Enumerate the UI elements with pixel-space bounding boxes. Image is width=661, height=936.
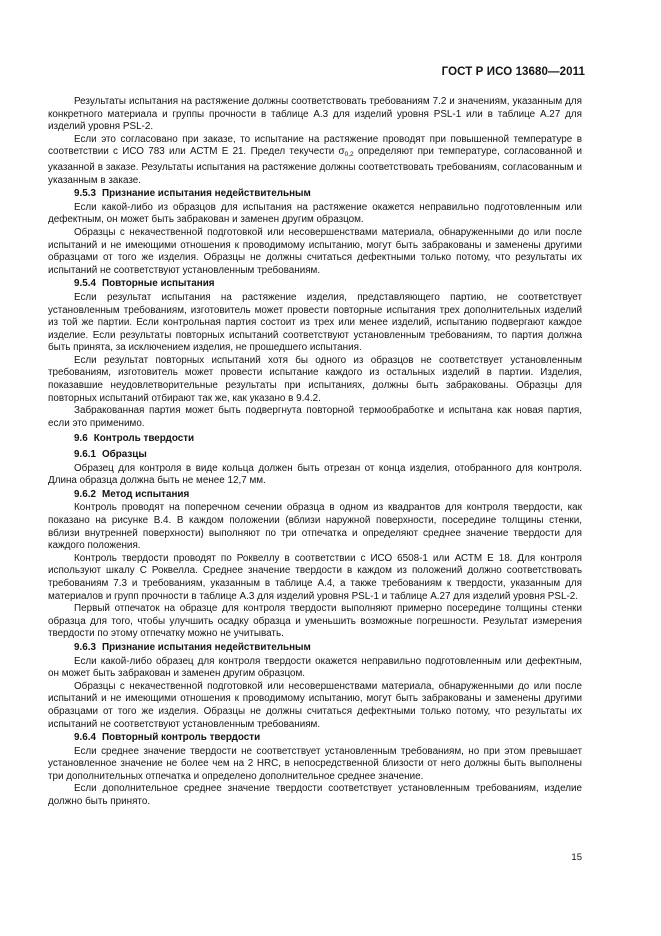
subscript: 0,2 xyxy=(344,151,354,159)
paragraph: Образцы с некачественной подготовкой или несовершенствами материала, обнаруженными до или после испытаний и не имеющими отношения к проводимому испытанию, могут быть забракованы и заменены другими образцами от того же изделия. Образцы не должны считаться дефектными только потому, что результаты их испытаний не соответствуют установленным требованиям. xyxy=(48,680,582,730)
section-title: Признание испытания недействительным xyxy=(101,641,311,653)
section-title: Повторные испытания xyxy=(101,278,215,290)
section-title: Повторный контроль твердости xyxy=(101,732,261,744)
section-number: 9.6.4 xyxy=(74,732,96,744)
section-heading-9-6-2 xyxy=(74,489,582,502)
section-heading-9-6-4 xyxy=(74,732,582,745)
section-heading-9-6-1 xyxy=(74,449,582,462)
paragraph: Контроль твердости проводят по Роквеллу в соответствии с ИСО 6508-1 или АСТМ Е 18. Для контроля используют шкалу С Роквелла. Среднее значение твердости в каждом из положений должно соответствовать требованиям 7.3 и требованиям, указанным в таблице А.4, а также требованиям к твердости, указанным для материалов и групп прочности в таблице А.3 для изделий уровня PSL-1 и таблице А.27 для изделий уровня PSL-2. xyxy=(48,552,582,602)
section-number: 9.6.3 xyxy=(74,641,96,653)
paragraph: Образцы с некачественной подготовкой или несовершенствами материала, обнаруженными до или после испытаний и не имеющими отношения к проводимому испытанию, могут быть забракованы и заменены другими образцами от того же изделия. Образцы не должны считаться дефектными только потому, что результаты их испытаний не соответствуют установленным требованиям. xyxy=(48,226,582,276)
section-title: Признание испытания недействительным xyxy=(101,188,311,200)
paragraph: Если какой-либо из образцов для испытания на растяжение окажется неправильно подготовленным или дефектным, он может быть забракован и заменен другим образцом. xyxy=(48,201,582,226)
section-number: 9.6.1 xyxy=(74,449,96,461)
section-number: 9.5.3 xyxy=(74,188,96,200)
paragraph-text: определяют при температуре, согласованной и указанной в заказе. Результаты испытания на растяжение должны соответствовать требованиям, согласованным и указанным в заказе. xyxy=(48,146,582,186)
paragraph: Если результат повторных испытаний хотя бы одного из образцов не соответствует установленным требованиям, изготовитель может провести испытание каждого из остальных изделий в партии. Изделия, показавшие неудовлетворительные результаты при испытаниях, должны быть забракованы. Образцы для повторных испытаний отбирают так же, как указано в 9.4.2. xyxy=(48,354,582,404)
paragraph xyxy=(48,134,582,187)
standard-header: ГОСТ Р ИСО 13680—2011 xyxy=(441,66,585,78)
page-number: 15 xyxy=(571,852,582,863)
section-title: Контроль твердости xyxy=(93,433,195,445)
section-title: Образцы xyxy=(101,449,147,461)
section-heading-9-5-4 xyxy=(74,278,582,291)
paragraph: Результаты испытания на растяжение должны соответствовать требованиям 7.2 и значениям, указанным для конкретного материала и группы прочности в таблице А.3 для изделий уровня PSL-1 или в таблице А.27 для изделий уровня PSL-2. xyxy=(48,96,582,133)
paragraph: Если результат испытания на растяжение изделия, представляющего партию, не соответствует установленным требованиям, изготовитель может провести повторные испытания трех дополнительных изделий из той же партии. Если контрольная партия состоит из трех или менее изделий, испытанию подвергают каждое изделие. Если результаты повторных испытаний соответствуют установленным требованиям, то партия должна быть принята, за исключением изделия, не прошедшего испытания. xyxy=(48,291,582,354)
section-number: 9.5.4 xyxy=(74,278,96,290)
section-heading-9-6 xyxy=(74,433,582,446)
paragraph: Если какой-либо образец для контроля твердости окажется неправильно подготовленным или дефектным, он может быть забракован и заменен другим образцом. xyxy=(48,655,582,680)
paragraph: Образец для контроля в виде кольца должен быть отрезан от конца изделия, отобранного для контроля. Длина образца должна быть не менее 12,7 мм. xyxy=(48,462,582,487)
section-heading-9-6-3 xyxy=(74,642,582,655)
section-title: Метод испытания xyxy=(101,488,190,500)
section-number: 9.6 xyxy=(74,433,88,445)
section-number: 9.6.2 xyxy=(74,488,96,500)
paragraph: Забракованная партия может быть подвергнута повторной термообработке и испытана как новая партия, если это применимо. xyxy=(48,405,582,429)
document-body xyxy=(48,96,582,809)
paragraph: Контроль проводят на поперечном сечении образца в одном из квадрантов для контроля твердости, как показано на рисунке В.4. В каждом положении (вблизи наружной поверхности, посередине толщины стенки, вблизи внутренней поверхности) выполняют по три отпечатка и определяют среднее значение твердости для каждого положения. xyxy=(48,502,582,552)
paragraph-text: Если это согласовано при заказе, то испытание на растяжение проводят при повышенной температуре в соответствии с ИСО 783 или АСТМ Е 21. Предел текучести σ xyxy=(48,133,582,158)
paragraph: Если среднее значение твердости не соответствует установленным требованиям, но при этом превышает установленное значение не более чем на 2 HRC, в непосредственной близости от него должны быть выполнены три дополнительных отпечатка и определено дополнительное среднее значение. xyxy=(48,745,582,782)
paragraph: Первый отпечаток на образце для контроля твердости выполняют примерно посередине толщины стенки образца для того, чтобы улучшить осадку образца и уменьшить возможные погрешности. Результат измерения твердости по этому отпечатку можно не учитывать. xyxy=(48,603,582,640)
section-heading-9-5-3 xyxy=(74,188,582,201)
paragraph: Если дополнительное среднее значение твердости соответствует установленным требованиям, изделие должно быть принято. xyxy=(48,783,582,808)
